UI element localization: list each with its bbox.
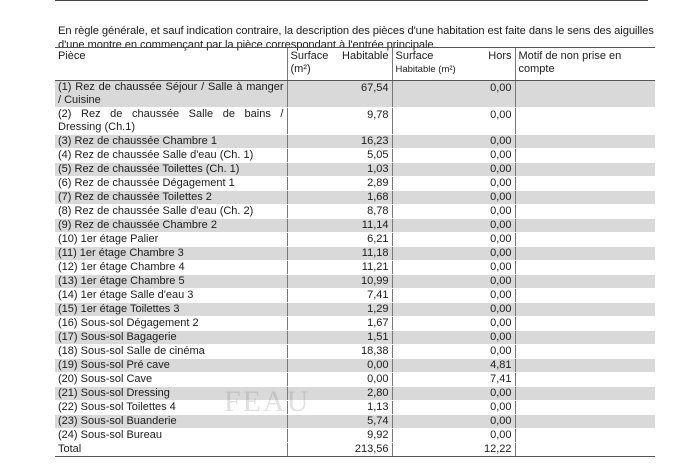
room-cell: (13) 1er étage Chambre 5	[55, 275, 287, 289]
room-cell: (1) Rez de chaussée Séjour / Salle à manger / Cuisine	[55, 81, 287, 108]
surface-hors-cell: 0,00	[392, 135, 515, 149]
motif-cell	[515, 303, 655, 317]
watermark-text: FEAU	[224, 385, 311, 418]
motif-cell	[515, 387, 655, 401]
motif-cell	[515, 261, 655, 275]
room-cell: (3) Rez de chaussée Chambre 1	[55, 135, 287, 149]
table-row	[55, 387, 655, 401]
motif-cell	[515, 275, 655, 289]
surface-habitable-cell: 10,99	[287, 275, 392, 289]
header-surface-hors	[392, 48, 515, 81]
surface-hors-cell: 0,00	[392, 415, 515, 429]
header-motif: Motif de non prise en compte	[515, 48, 655, 81]
top-rule	[55, 0, 648, 1]
table-row	[55, 429, 655, 443]
room-cell: (15) 1er étage Toilettes 3	[55, 303, 287, 317]
surface-hors-cell: 0,00	[392, 108, 515, 135]
surface-habitable-cell: 1,68	[287, 191, 392, 205]
table-row	[55, 149, 655, 163]
total-surface-habitable: 213,56	[287, 443, 392, 457]
surface-hors-cell: 0,00	[392, 387, 515, 401]
surface-habitable-cell: 1,03	[287, 163, 392, 177]
table-row	[55, 81, 655, 108]
motif-cell	[515, 219, 655, 233]
room-cell: (8) Rez de chaussée Salle d'eau (Ch. 2)	[55, 205, 287, 219]
motif-cell	[515, 135, 655, 149]
table-row	[55, 373, 655, 387]
header-surface-habitable	[287, 48, 392, 81]
table-row	[55, 345, 655, 359]
total-row	[55, 443, 655, 457]
motif-cell	[515, 149, 655, 163]
table-header-row	[55, 48, 655, 81]
total-label: Total	[55, 443, 287, 457]
motif-cell	[515, 191, 655, 205]
room-cell: (4) Rez de chaussée Salle d'eau (Ch. 1)	[55, 149, 287, 163]
surface-hors-cell: 7,41	[392, 373, 515, 387]
motif-cell	[515, 163, 655, 177]
table-row	[55, 275, 655, 289]
room-cell: (11) 1er étage Chambre 3	[55, 247, 287, 261]
surface-habitable-cell: 8,78	[287, 205, 392, 219]
surface-habitable-cell: 11,14	[287, 219, 392, 233]
motif-cell	[515, 359, 655, 373]
motif-cell	[515, 429, 655, 443]
surface-hors-cell: 0,00	[392, 205, 515, 219]
room-cell: (19) Sous-sol Pré cave	[55, 359, 287, 373]
motif-cell	[515, 81, 655, 108]
surface-hors-cell: 0,00	[392, 219, 515, 233]
surface-habitable-cell: 6,21	[287, 233, 392, 247]
header-hors-word: Hors	[488, 50, 512, 62]
motif-cell	[515, 247, 655, 261]
surface-hors-cell: 0,00	[392, 149, 515, 163]
surface-hors-cell: 4,81	[392, 359, 515, 373]
table-row	[55, 415, 655, 429]
header-surface-word: Surface	[290, 50, 329, 62]
room-cell: (14) 1er étage Salle d'eau 3	[55, 289, 287, 303]
surface-habitable-cell: 9,78	[287, 108, 392, 135]
table-row	[55, 303, 655, 317]
room-cell: (22) Sous-sol Toilettes 4	[55, 401, 287, 415]
intro-paragraph: En règle générale, et sauf indication contraire, la description des pièces d'une habitation est faite dans le sens des aiguilles d'une montre en commençant par la pièce correspondant à l'entrée principale.	[58, 25, 654, 51]
surface-hors-cell: 0,00	[392, 317, 515, 331]
surface-habitable-cell: 2,89	[287, 177, 392, 191]
header-surface-unit: (m²)	[290, 63, 311, 75]
total-motif-cell	[515, 443, 655, 457]
room-cell: (24) Sous-sol Bureau	[55, 429, 287, 443]
motif-cell	[515, 289, 655, 303]
surface-habitable-cell: 1,13	[287, 401, 392, 415]
surface-hors-cell: 0,00	[392, 331, 515, 345]
header-habitable-word: Habitable	[342, 50, 389, 62]
motif-cell	[515, 401, 655, 415]
motif-cell	[515, 317, 655, 331]
surface-habitable-cell: 2,80	[287, 387, 392, 401]
surface-hors-cell: 0,00	[392, 163, 515, 177]
room-cell: (21) Sous-sol Dressing	[55, 387, 287, 401]
surface-habitable-cell: 67,54	[287, 81, 392, 108]
surface-habitable-cell: 7,41	[287, 289, 392, 303]
room-cell: (17) Sous-sol Bagagerie	[55, 331, 287, 345]
room-cell: (9) Rez de chaussée Chambre 2	[55, 219, 287, 233]
motif-cell	[515, 233, 655, 247]
surface-hors-cell: 0,00	[392, 401, 515, 415]
table-row	[55, 163, 655, 177]
room-cell: (2) Rez de chaussée Salle de bains / Dressing (Ch.1)	[55, 108, 287, 135]
table-row	[55, 289, 655, 303]
surface-hors-cell: 0,00	[392, 177, 515, 191]
table-row	[55, 331, 655, 345]
room-cell: (10) 1er étage Palier	[55, 233, 287, 247]
surface-habitable-cell: 11,18	[287, 247, 392, 261]
surface-habitable-cell: 9,92	[287, 429, 392, 443]
room-cell: (5) Rez de chaussée Toilettes (Ch. 1)	[55, 163, 287, 177]
motif-cell	[515, 415, 655, 429]
table-row	[55, 205, 655, 219]
surface-habitable-cell: 1,51	[287, 331, 392, 345]
table-row	[55, 233, 655, 247]
table-row	[55, 177, 655, 191]
surface-habitable-cell: 1,67	[287, 317, 392, 331]
surface-hors-cell: 0,00	[392, 275, 515, 289]
table-row	[55, 317, 655, 331]
motif-cell	[515, 205, 655, 219]
surface-habitable-cell: 0,00	[287, 373, 392, 387]
motif-cell	[515, 331, 655, 345]
table-row	[55, 191, 655, 205]
table-row	[55, 135, 655, 149]
table-row	[55, 359, 655, 373]
surface-habitable-cell: 0,00	[287, 359, 392, 373]
motif-cell	[515, 345, 655, 359]
surface-hors-cell: 0,00	[392, 191, 515, 205]
table-row	[55, 261, 655, 275]
room-cell: (20) Sous-sol Cave	[55, 373, 287, 387]
room-cell: (18) Sous-sol Salle de cinéma	[55, 345, 287, 359]
surface-habitable-cell: 18,38	[287, 345, 392, 359]
header-piece: Pièce	[55, 48, 287, 81]
table-row	[55, 247, 655, 261]
room-cell: (7) Rez de chaussée Toilettes 2	[55, 191, 287, 205]
room-cell: (12) 1er étage Chambre 4	[55, 261, 287, 275]
surface-habitable-cell: 1,29	[287, 303, 392, 317]
surface-habitable-cell: 5,74	[287, 415, 392, 429]
surface-hors-cell: 0,00	[392, 233, 515, 247]
table-row	[55, 401, 655, 415]
table-row	[55, 219, 655, 233]
room-cell: (23) Sous-sol Buanderie	[55, 415, 287, 429]
surface-hors-cell: 0,00	[392, 303, 515, 317]
surface-hors-cell: 0,00	[392, 429, 515, 443]
surface-habitable-cell: 16,23	[287, 135, 392, 149]
table-row	[55, 108, 655, 135]
surface-hors-cell: 0,00	[392, 345, 515, 359]
total-surface-hors: 12,22	[392, 443, 515, 457]
motif-cell	[515, 373, 655, 387]
motif-cell	[515, 108, 655, 135]
motif-cell	[515, 177, 655, 191]
surface-habitable-cell: 11,21	[287, 261, 392, 275]
room-cell: (6) Rez de chaussée Dégagement 1	[55, 177, 287, 191]
surface-hors-cell: 0,00	[392, 247, 515, 261]
surface-habitable-cell: 5,05	[287, 149, 392, 163]
header-hors-unit: Habitable (m²)	[395, 64, 456, 75]
surface-hors-cell: 0,00	[392, 289, 515, 303]
surface-hors-cell: 0,00	[392, 261, 515, 275]
header-hors-surface-word: Surface	[395, 50, 434, 62]
surface-hors-cell: 0,00	[392, 81, 515, 108]
room-cell: (16) Sous-sol Dégagement 2	[55, 317, 287, 331]
rooms-table	[55, 47, 655, 457]
